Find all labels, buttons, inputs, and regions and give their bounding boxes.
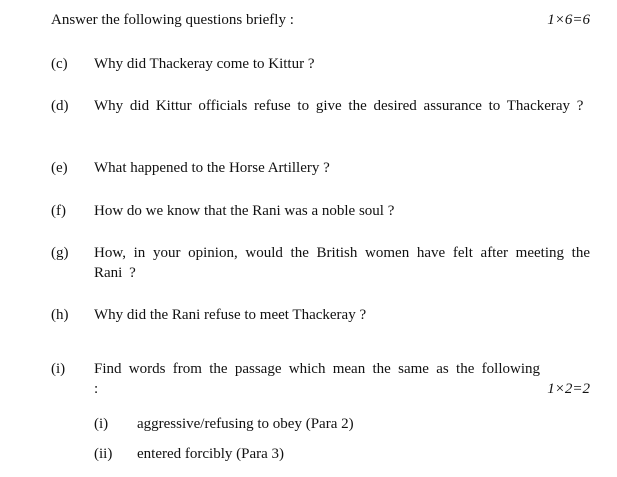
question-label: (i) <box>51 361 66 377</box>
question-d <box>51 96 590 116</box>
question-label: (g) <box>51 245 69 261</box>
question-f <box>51 201 590 221</box>
question-label: (f) <box>51 203 66 219</box>
sub-item-text: entered forcibly (Para 3) <box>137 446 285 462</box>
question-marks: 1×2=2 <box>547 381 590 397</box>
section-instruction: Answer the following questions briefly : <box>51 12 294 28</box>
question-text: What happened to the Horse Artillery ? <box>94 160 330 176</box>
question-h <box>51 305 590 325</box>
question-label: (e) <box>51 160 68 176</box>
section-marks: 1×6=6 <box>547 12 590 28</box>
sub-item-label: (i) <box>94 416 109 432</box>
question-text: How do we know that the Rani was a noble soul ? <box>94 203 395 219</box>
question-g <box>51 243 590 283</box>
question-c <box>51 54 590 74</box>
sub-item-ii <box>94 444 284 464</box>
question-e <box>51 158 590 178</box>
question-text: Why did Thackeray come to Kittur ? <box>94 56 315 72</box>
sub-item-i <box>94 414 354 434</box>
question-text: Find words from the passage which mean the same as the following : <box>94 361 540 397</box>
section-header <box>51 10 590 30</box>
question-label: (c) <box>51 56 68 72</box>
question-text: Why did the Rani refuse to meet Thackeray ? <box>94 307 367 323</box>
question-text: Why did Kittur officials refuse to give the desired assurance to Thackeray ? <box>94 98 584 114</box>
question-text: How, in your opinion, would the British women have felt after meeting the Rani ? <box>94 245 590 281</box>
sub-item-text: aggressive/refusing to obey (Para 2) <box>137 416 354 432</box>
question-label: (h) <box>51 307 69 323</box>
question-label: (d) <box>51 98 69 114</box>
question-i <box>51 359 590 399</box>
sub-item-label: (ii) <box>94 446 113 462</box>
